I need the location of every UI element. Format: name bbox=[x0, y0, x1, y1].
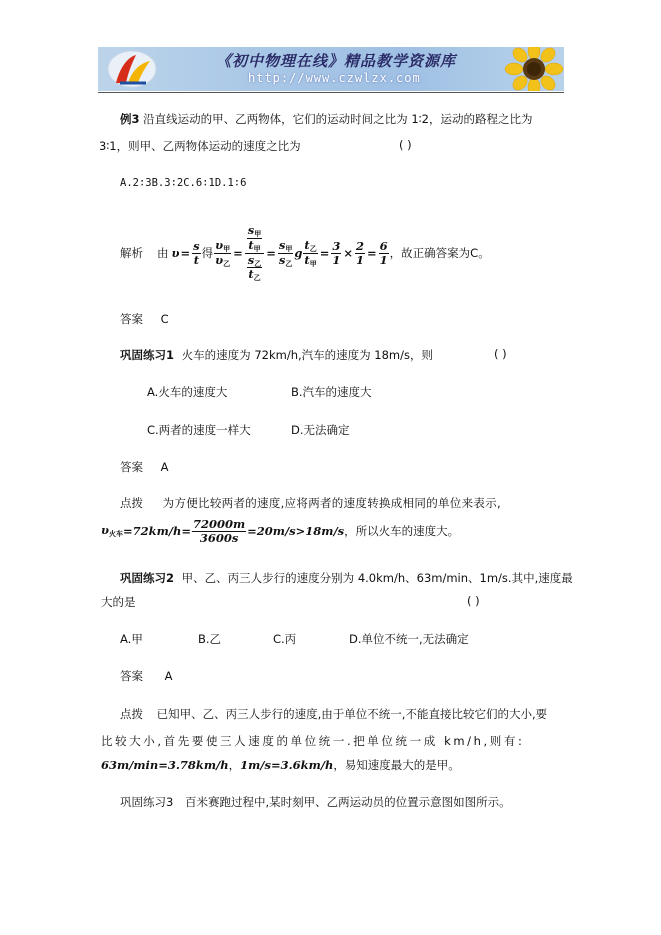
formula-s-ratio: $\frac{s_甲}{s_乙}$ bbox=[278, 237, 293, 268]
formula-v: υ bbox=[171, 246, 180, 260]
formula-compound-fraction: $\frac{\frac{s_甲}{t_甲}}{\frac{s_乙}{t_乙}}$ bbox=[245, 224, 264, 282]
tip-fraction: $\frac{72000m}{3600s}$ bbox=[192, 517, 246, 545]
tip-line1: 为方便比较两者的速度,应将两者的速度转换成相同的单位来表示, bbox=[162, 496, 501, 510]
banner-title: 《初中物理在线》精品教学资源库 bbox=[216, 52, 457, 70]
formula-6-over-1: $\frac{6}{1}$ bbox=[379, 238, 388, 267]
practice2-question-line1: 巩固练习2 甲、乙、丙三人步行的速度分别为 4.0km/h、63m/min、1m/s.其中,速度最 bbox=[120, 571, 573, 585]
sunflower-icon bbox=[502, 47, 564, 91]
answer-value: C bbox=[160, 312, 169, 326]
example3-options: A.2∶3B.3∶2C.6∶1D.1∶6 bbox=[120, 177, 247, 189]
analysis-de: 得 bbox=[201, 246, 214, 260]
formula-t-ratio: $\frac{t_乙}{t_甲}$ bbox=[304, 237, 317, 268]
practice1-question bbox=[120, 347, 433, 363]
example3-line1 bbox=[120, 111, 532, 127]
practice2-answer: 答案 A bbox=[120, 669, 173, 683]
analysis-pre: 由 bbox=[157, 246, 169, 260]
practice2-tip-line1: 点拨 已知甲、乙、丙三人步行的速度,由于单位不统一,不能直接比较它们的大小,要 bbox=[120, 707, 548, 721]
practice1-option-c: C.两者的速度一样大 bbox=[147, 423, 251, 437]
practice2-question-line2: 大的是 bbox=[101, 595, 136, 609]
practice2-tip-line3: 63m/min=3.78km/h，1m/s=3.6km/h，易知速度最大的是甲。 bbox=[101, 758, 460, 772]
formula-s-over-t: $\frac{s}{t}$ bbox=[193, 238, 200, 267]
analysis-post: ，故正确答案为C。 bbox=[389, 246, 490, 260]
practice1-option-b: B.汽车的速度大 bbox=[291, 385, 372, 399]
practice2-option-d: D.单位不统一,无法确定 bbox=[349, 632, 469, 646]
example3-text1: 沿直线运动的甲、乙两物体，它们的运动时间之比为 1∶2，运动的路程之比为 bbox=[143, 112, 533, 126]
example3-line2 bbox=[99, 138, 412, 154]
practice1-option-a: A.火车的速度大 bbox=[147, 385, 228, 399]
example3-text2: 3∶1，则甲、乙两物体运动的速度之比为 bbox=[99, 139, 301, 153]
practice1-answer: 答案 A bbox=[120, 460, 169, 474]
example3-analysis: 解析 由 υ = $\frac{s}{t}$ 得 $\frac{\upsilon_甲}{\upsilon_乙}$ = $\frac{\frac{s_甲}{t_甲}}{\frac{s_乙}{t_乙}}$ = $\frac{s_甲}{s_乙}$ g $\frac{t_乙}{t_甲}$ = $\frac{3}{1}$ × $\frac{2}{1}$ = $\frac{6}{1}$ ，故正确答案为C。 bbox=[120, 223, 490, 283]
practice1-option-d: D.无法确定 bbox=[291, 423, 350, 437]
formula-2-over-1: $\frac{2}{1}$ bbox=[356, 238, 365, 267]
header-divider bbox=[98, 92, 564, 93]
practice1-paren: ( ) bbox=[494, 347, 507, 361]
practice1-text: 火车的速度为 72km/h,汽车的速度为 18m/s，则 bbox=[181, 348, 433, 362]
practice3-label: 巩固练习3 bbox=[120, 795, 174, 809]
example3-label: 例3 bbox=[120, 112, 140, 126]
practice2-option-b: B.乙 bbox=[198, 632, 222, 646]
practice1-tip bbox=[120, 495, 501, 511]
practice2-tip-line2: 比较大小,首先要使三人速度的单位统一.把单位统一成 km/h,则有: bbox=[101, 734, 525, 748]
practice2-paren: ( ) bbox=[467, 594, 480, 608]
practice1-tip-formula: $\upsilon_{火车}$ =72km/h= $\frac{72000m}{3600s}$ =20m/s>18m/s ，所以火车的速度大。 bbox=[101, 517, 460, 545]
practice1-label: 巩固练习1 bbox=[120, 348, 175, 362]
example3-paren: ( ) bbox=[399, 138, 412, 152]
practice2-option-c: C.丙 bbox=[273, 632, 297, 646]
practice2-option-a: A.甲 bbox=[120, 632, 143, 646]
formula-v-ratio: $\frac{\upsilon_甲}{\upsilon_乙}$ bbox=[215, 237, 231, 268]
practice3-line: 巩固练习3 百米赛跑过程中,某时刻甲、乙两运动员的位置示意图如图所示。 bbox=[120, 795, 511, 809]
formula-3-over-1: $\frac{3}{1}$ bbox=[332, 238, 341, 267]
example3-answer bbox=[120, 311, 169, 327]
analysis-label: 解析 bbox=[120, 246, 143, 260]
tip-label: 点拨 bbox=[120, 496, 143, 510]
site-logo-icon bbox=[106, 49, 158, 89]
answer-label: 答案 bbox=[120, 312, 143, 326]
banner-url[interactable]: http://www.czwlzx.com bbox=[248, 71, 421, 85]
header-banner bbox=[98, 47, 564, 91]
practice2-label: 巩固练习2 bbox=[120, 571, 175, 585]
